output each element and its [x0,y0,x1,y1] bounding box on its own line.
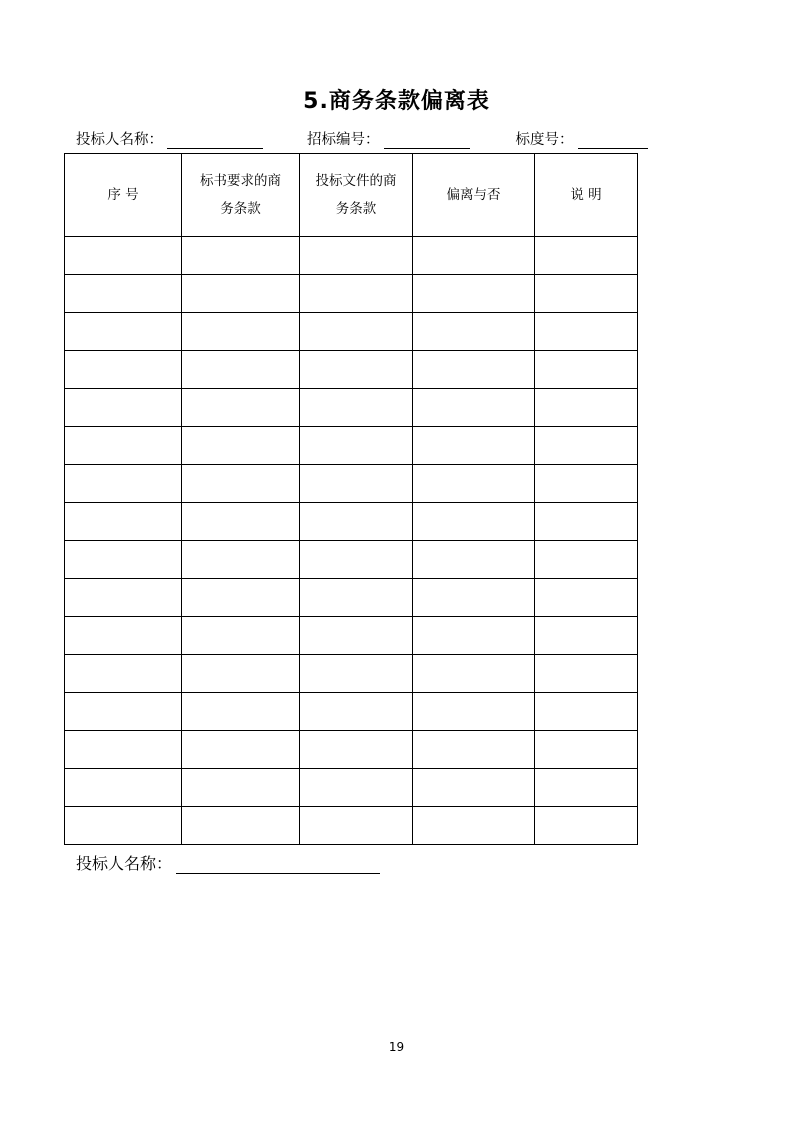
table-row [65,351,638,389]
table-cell-tender-terms[interactable] [182,693,300,731]
table-cell-bid-terms[interactable] [300,655,413,693]
column-header-line2: 务条款 [220,201,261,217]
column-header-line1: 偏离与否 [446,187,501,203]
table-body [65,237,638,845]
table-cell-deviation[interactable] [413,465,535,503]
table-row [65,693,638,731]
header-field-tender-number [307,128,470,149]
table-cell-remark[interactable] [535,655,638,693]
table-cell-remark[interactable] [535,617,638,655]
table-cell-bid-terms[interactable] [300,465,413,503]
table-cell-remark[interactable] [535,579,638,617]
table-cell-index[interactable] [65,731,182,769]
table-cell-remark[interactable] [535,351,638,389]
header-field-lot-number [516,128,648,149]
table-cell-remark[interactable] [535,389,638,427]
table-cell-remark[interactable] [535,503,638,541]
table-header-row [65,154,638,237]
table-cell-deviation[interactable] [413,655,535,693]
table-cell-tender-terms[interactable] [182,807,300,845]
header-field-label: 投标人名称： [76,132,163,148]
footer-field-label: 投标人名称： [76,854,173,873]
table-cell-bid-terms[interactable] [300,389,413,427]
table-cell-tender-terms[interactable] [182,275,300,313]
table-cell-index[interactable] [65,655,182,693]
table-cell-tender-terms[interactable] [182,617,300,655]
column-header-line2: 务条款 [335,201,377,217]
page-title: 5.商务条款偏离表 [303,89,490,114]
table-row [65,807,638,845]
table-row [65,731,638,769]
table-cell-bid-terms[interactable] [300,427,413,465]
table-row [65,237,638,275]
table-cell-tender-terms[interactable] [182,655,300,693]
table-cell-bid-terms[interactable] [300,579,413,617]
table-cell-index[interactable] [65,351,182,389]
table-cell-tender-terms[interactable] [182,731,300,769]
table-row [65,579,638,617]
table-cell-deviation[interactable] [413,617,535,655]
footer-bidder-name-field [76,851,380,874]
table-row [65,655,638,693]
table-header [65,154,638,237]
table-cell-bid-terms[interactable] [300,693,413,731]
table-cell-bid-terms[interactable] [300,769,413,807]
table-cell-deviation[interactable] [413,389,535,427]
table-cell-remark[interactable] [535,313,638,351]
deviation-table [64,153,638,845]
table-cell-index[interactable] [65,579,182,617]
table-cell-deviation[interactable] [413,807,535,845]
column-header-line1: 投标文件的商 [315,173,397,189]
table-cell-tender-terms[interactable] [182,389,300,427]
table-cell-index[interactable] [65,503,182,541]
table-cell-index[interactable] [65,237,182,275]
table-cell-index[interactable] [65,313,182,351]
footer-field-blank[interactable] [176,856,380,874]
table-row [65,617,638,655]
table-cell-remark[interactable] [535,465,638,503]
table-cell-index[interactable] [65,389,182,427]
table-cell-tender-terms[interactable] [182,237,300,275]
header-field-blank[interactable] [167,134,263,149]
header-field-label: 标度号： [515,132,574,148]
table-cell-index[interactable] [65,465,182,503]
column-header-index [65,154,182,237]
table-cell-deviation[interactable] [413,503,535,541]
table-row [65,313,638,351]
table-cell-bid-terms[interactable] [300,351,413,389]
header-field-bidder-name [76,128,263,149]
column-header-deviation [413,154,535,237]
table-row [65,503,638,541]
table-cell-index[interactable] [65,693,182,731]
table-cell-tender-terms[interactable] [182,351,300,389]
table-cell-deviation[interactable] [413,693,535,731]
table-cell-index[interactable] [65,617,182,655]
column-header-remark [535,154,638,237]
table-cell-remark[interactable] [535,731,638,769]
header-field-blank[interactable] [384,134,470,149]
table-cell-tender-terms[interactable] [182,541,300,579]
table-cell-deviation[interactable] [413,731,535,769]
table-cell-bid-terms[interactable] [300,275,413,313]
table-cell-index[interactable] [65,541,182,579]
table-row [65,275,638,313]
table-row [65,465,638,503]
table-cell-index[interactable] [65,275,182,313]
table-cell-remark[interactable] [535,693,638,731]
table-row [65,541,638,579]
table-cell-deviation[interactable] [413,313,535,351]
column-header-tender-terms [182,154,300,237]
table-cell-remark[interactable] [535,275,638,313]
table-cell-index[interactable] [65,769,182,807]
table-cell-remark[interactable] [535,427,638,465]
table-cell-bid-terms[interactable] [300,313,413,351]
table-cell-bid-terms[interactable] [300,617,413,655]
table-cell-bid-terms[interactable] [300,731,413,769]
column-header-line1: 标书要求的商 [200,173,281,189]
table-cell-deviation[interactable] [413,275,535,313]
table-cell-tender-terms[interactable] [182,503,300,541]
table-cell-tender-terms[interactable] [182,465,300,503]
table-cell-deviation[interactable] [413,351,535,389]
table-cell-remark[interactable] [535,769,638,807]
table-cell-deviation[interactable] [413,579,535,617]
table-cell-bid-terms[interactable] [300,807,413,845]
header-field-blank[interactable] [578,134,648,149]
table-cell-tender-terms[interactable] [182,427,300,465]
table-cell-deviation[interactable] [413,541,535,579]
header-fields [76,128,636,149]
table-cell-index[interactable] [65,427,182,465]
column-header-bid-terms [300,154,413,237]
table-cell-tender-terms[interactable] [182,313,300,351]
page-number: 19 [388,1040,405,1054]
table-cell-remark[interactable] [535,807,638,845]
table-cell-bid-terms[interactable] [300,503,413,541]
table-row [65,389,638,427]
column-header-line1: 序 号 [107,187,139,203]
table-cell-bid-terms[interactable] [300,237,413,275]
table-cell-deviation[interactable] [413,427,535,465]
table-cell-deviation[interactable] [413,237,535,275]
table-cell-index[interactable] [65,807,182,845]
table-cell-remark[interactable] [535,237,638,275]
table-cell-deviation[interactable] [413,769,535,807]
table-cell-bid-terms[interactable] [300,541,413,579]
header-field-label: 招标编号： [307,132,380,148]
table-row [65,427,638,465]
table-row [65,769,638,807]
table-cell-remark[interactable] [535,541,638,579]
table-cell-tender-terms[interactable] [182,769,300,807]
column-header-line1: 说 明 [570,187,602,203]
table-cell-tender-terms[interactable] [182,579,300,617]
